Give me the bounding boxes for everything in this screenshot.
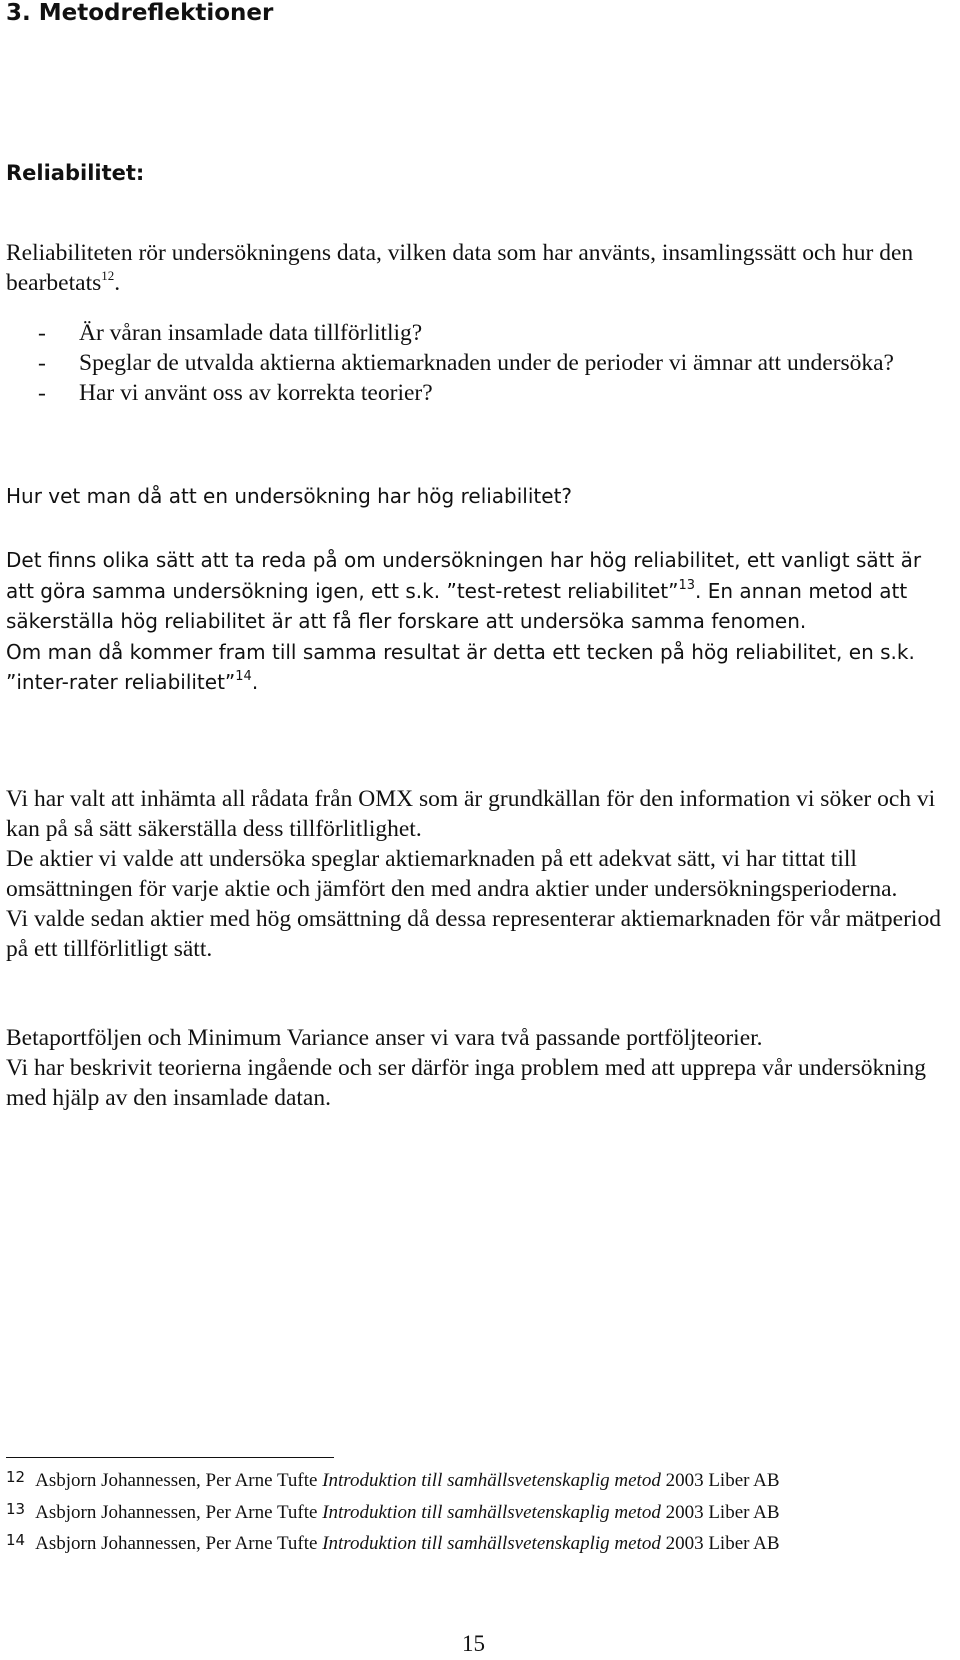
- question-text: Är våran insamlade data tillförlitlig?: [79, 320, 423, 346]
- intro-paragraph: [6, 238, 951, 298]
- list-item: [0, 318, 950, 348]
- paragraph-theories: [6, 1023, 951, 1113]
- list-item: [0, 348, 950, 378]
- page-number: 15: [462, 1631, 485, 1656]
- footnote-authors: Asbjorn Johannessen, Per Arne Tufte: [35, 1502, 318, 1523]
- question-text: Har vi använt oss av korrekta teorier?: [79, 380, 433, 406]
- footnote-13: [6, 1501, 951, 1525]
- footnote-ref-12[interactable]: 12: [101, 268, 115, 284]
- paragraph-line: Vi har valt att inhämta all rådata från OMX som är grundkällan för den information vi söker och vi kan på så sätt säkerställa dess tillförlitlighet.: [6, 786, 936, 842]
- footnote-ref-13[interactable]: 13: [678, 577, 696, 593]
- list-dash: -: [38, 320, 46, 346]
- footnote-12: [6, 1469, 951, 1493]
- footnote-authors: Asbjorn Johannessen, Per Arne Tufte: [35, 1533, 318, 1554]
- intro-end: .: [114, 270, 121, 296]
- footnote-14: [6, 1532, 951, 1556]
- paragraph-text: Det finns olika sätt att ta reda på om undersökningen har hög reliabilitet, ett vanligt sätt är att göra samma undersökning igen, ett s.k. ”test-retest reliabilitet”: [6, 548, 922, 603]
- footnote-separator: [6, 1457, 334, 1458]
- intro-text: Reliabiliteten rör undersökningens data, vilken data som har använts, insamlingssätt och hur den bearbetats: [6, 240, 914, 296]
- section-title: Reliabilitet:: [6, 161, 145, 185]
- footnote-publisher: 2003 Liber AB: [665, 1502, 780, 1523]
- footnote-book-title: Introduktion till samhällsvetenskaplig metod: [322, 1502, 661, 1523]
- footnote-number: 13: [6, 1500, 26, 1518]
- footnote-ref-14[interactable]: 14: [235, 669, 252, 685]
- paragraph-line: Vi valde sedan aktier med hög omsättning då dessa representerar aktiemarknaden för vår mätperiod på ett tillförlitligt sätt.: [6, 906, 941, 962]
- paragraph-line: De aktier vi valde att undersöka speglar aktiemarknaden på ett adekvat sätt, vi har tittat till omsättningen för varje aktie och jämfört den med andra aktier under undersökningsperioderna.: [6, 846, 898, 902]
- paragraph-text: Om man då kommer fram till samma resultat är detta ett tecken på hög reliabilitet, en s.k. ”inter-rater reliabilitet”: [6, 639, 915, 694]
- footnote-authors: Asbjorn Johannessen, Per Arne Tufte: [35, 1470, 318, 1491]
- paragraph-text: .: [251, 670, 259, 694]
- footnote-publisher: 2003 Liber AB: [665, 1470, 780, 1491]
- footnote-number: 12: [6, 1468, 26, 1486]
- list-dash: -: [38, 350, 46, 376]
- chapter-heading: 3. Metodreflektioner: [6, 0, 274, 26]
- footnote-book-title: Introduktion till samhällsvetenskaplig metod: [322, 1470, 661, 1491]
- question-list: [0, 318, 950, 408]
- paragraph-line: Betaportföljen och Minimum Variance anser vi vara två passande portföljteorier.: [6, 1025, 763, 1051]
- list-dash: -: [38, 380, 46, 406]
- question-text: Speglar de utvalda aktierna aktiemarknaden under de perioder vi ämnar att undersöka?: [79, 350, 894, 376]
- list-item: [0, 378, 950, 408]
- paragraph-data-sources: [6, 784, 951, 964]
- paragraph-text: . En annan metod att säkerställa hög reliabilitet är att få fler forskare att undersöka samma fenomen.: [6, 578, 908, 633]
- paragraph-reliability-methods: [6, 545, 951, 698]
- sub-question: Hur vet man då att en undersökning har hög reliabilitet?: [6, 484, 573, 508]
- footnote-publisher: 2003 Liber AB: [665, 1533, 780, 1554]
- footnote-book-title: Introduktion till samhällsvetenskaplig metod: [322, 1533, 661, 1554]
- footnote-number: 14: [6, 1531, 26, 1549]
- paragraph-line: Vi har beskrivit teorierna ingående och ser därför inga problem med att upprepa vår undersökning med hjälp av den insamlade datan.: [6, 1055, 926, 1111]
